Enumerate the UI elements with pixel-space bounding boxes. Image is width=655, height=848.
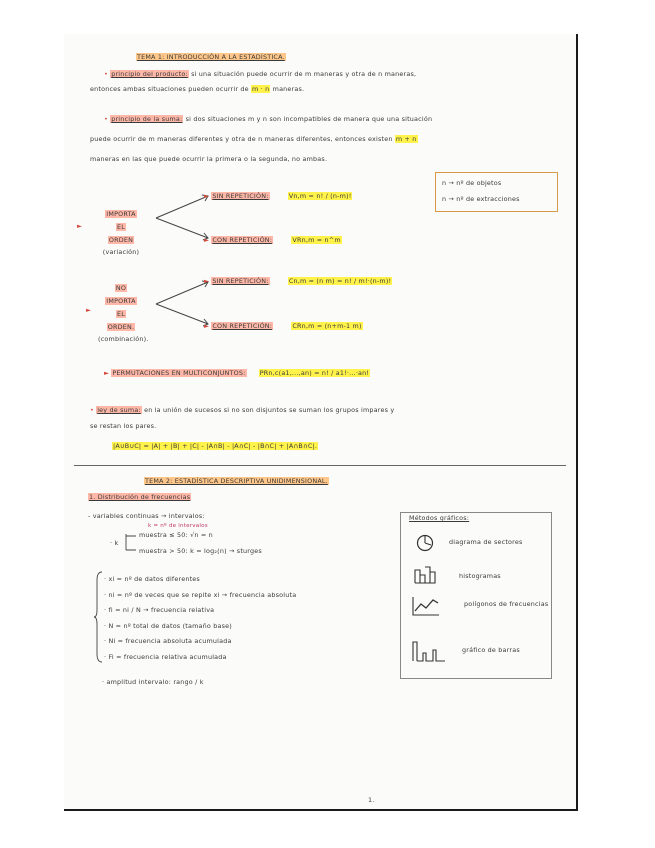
section-divider	[74, 465, 566, 466]
importa-sin-rep: ► SIN REPETICIÓN: Vn,m = n! / (n-m)!	[204, 192, 352, 200]
tema2-title: TEMA 2: ESTADÍSTICA DESCRIPTIVA UNIDIMENSIONAL.	[145, 477, 328, 485]
def-xi: · xi = nº de datos diferentes	[104, 575, 200, 583]
noimporta-sin-rep: ► SIN REPETICIÓN: Cn,m = (n m) = n! / m!·(n-m)!	[204, 277, 392, 285]
def-ni: · ni = nº de veces que se repite xi → frecuencia absoluta	[104, 590, 297, 599]
k-label: · k	[110, 539, 119, 547]
arrow-bullet-icon-2: ►	[86, 306, 92, 314]
muestra-small: muestra ≤ 50: √n = n	[139, 531, 213, 539]
muestra-large: muestra > 50: k = log₂(n) → sturges	[139, 547, 262, 555]
n-intervalos: k = nº de intervalos	[148, 523, 208, 529]
leysuma-line1: • ley de suma: en la unión de sucesos si no son disjuntos se suman los grupos impares y	[90, 406, 395, 414]
definitions-list	[104, 572, 296, 665]
leysuma-formula: |A∪B∪C| = |A| + |B| + |C| - |A∩B| - |A∩C| - |B∩C| + |A∩B∩C|.	[113, 442, 318, 450]
importa-block: IMPORTA EL ORDEN (variación)	[102, 210, 140, 256]
def-Fi: · Fi = frecuencia relativa acumulada	[104, 652, 227, 661]
branch-arrows-1	[152, 192, 212, 244]
legend-line2: n → nº de extracciones	[442, 195, 520, 203]
tema1-title: TEMA 1: INTRODUCCIÓN A LA ESTADÍSTICA.	[137, 53, 285, 61]
pie-chart-icon	[416, 534, 434, 552]
metodo-sectores: diagrama de sectores	[449, 538, 523, 546]
importa-con-rep: ► CON REPETICIÓN: VRn,m = n^m	[204, 236, 341, 244]
metodos-title: Métodos gráficos:	[409, 514, 470, 522]
producto-line2: entonces ambas situaciones pueden ocurrir de m · n maneras.	[90, 85, 305, 93]
defs-brace-icon	[94, 570, 104, 664]
arrow-bullet-icon: ►	[77, 222, 83, 230]
metodo-histogramas: histogramas	[459, 572, 501, 580]
def-N: · N = nº total de datos (tamaño base)	[104, 621, 232, 630]
legend-box	[435, 172, 558, 212]
suma-line3: maneras en las que puede ocurrir la primera o la segunda, no ambas.	[90, 155, 328, 163]
bar-chart-icon	[412, 640, 446, 662]
k-branch-icon	[124, 532, 138, 554]
leysuma-line2: se restan los pares.	[90, 422, 157, 430]
producto-line1: • principio del producto: si una situación puede ocurrir de m maneras y otra de n maneras,	[104, 70, 417, 78]
permutaciones-line: ► PERMUTACIONES EN MULTICONJUNTOS: PRn,c(a1,...,an) = n! / a1!·...·an!	[104, 369, 370, 377]
page-number: 1.	[368, 796, 375, 804]
notebook-page	[64, 34, 578, 811]
def-fi: · fi = ni / N → frecuencia relativa	[104, 606, 215, 614]
amplitud-line: · amplitud intervalo: rango / k	[102, 678, 204, 686]
tema2-section: 1. Distribución de frecuencias	[89, 493, 191, 501]
metodo-barras: gráfico de barras	[462, 646, 520, 654]
metodo-poligonos: polígonos de frecuencias	[464, 600, 549, 608]
line-chart-icon	[412, 596, 440, 616]
histogram-icon	[414, 566, 438, 584]
def-Ni: · Ni = frecuencia absoluta acumulada	[104, 637, 232, 645]
suma-line1: • principio de la suma: si dos situaciones m y n son incompatibles de manera que una situación	[104, 115, 433, 123]
branch-arrows-2	[152, 278, 212, 330]
noimporta-con-rep: ► CON REPETICIÓN: CRn,m = (n+m-1 m)	[204, 322, 362, 330]
suma-line2: puede ocurrir de m maneras diferentes y otra de n maneras diferentes, entonces existen m + n	[90, 135, 417, 143]
noimporta-block: NO IMPORTA EL ORDEN. (combinación).	[98, 284, 149, 343]
legend-line1: n → nº de objetos	[442, 179, 502, 187]
variables-line: - variables continuas → intervalos:	[88, 512, 205, 520]
